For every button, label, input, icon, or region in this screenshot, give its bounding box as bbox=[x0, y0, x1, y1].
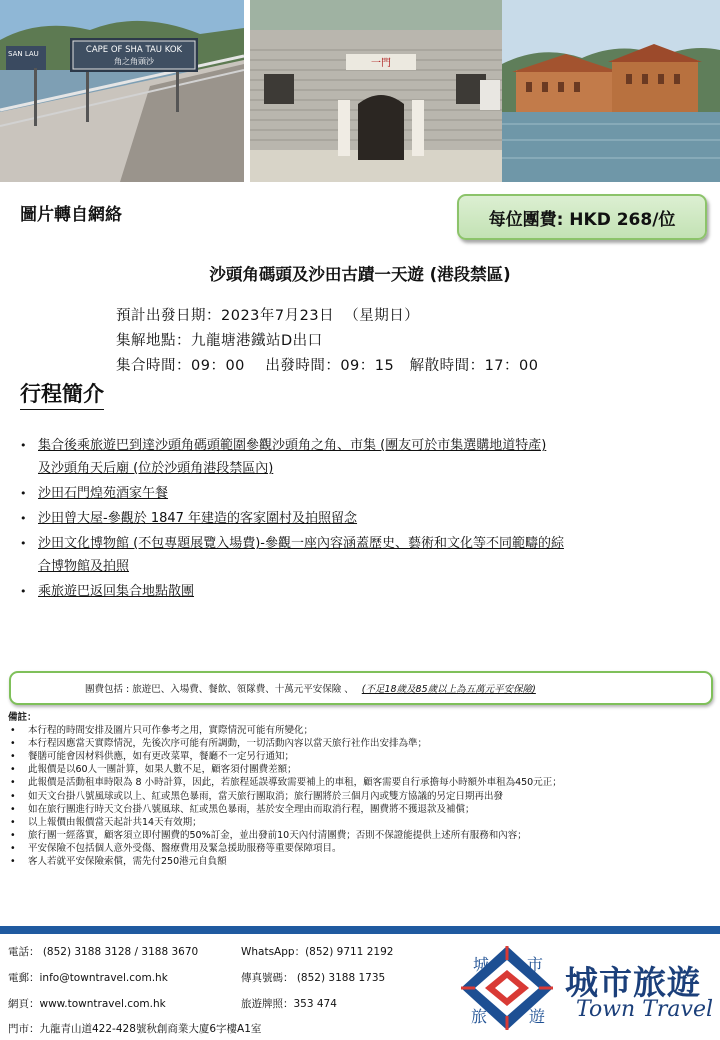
website-link[interactable]: 網頁：www.towntravel.com.hk bbox=[8, 998, 166, 1010]
remark-item: • 本行程的時間安排及圖片只可作參考之用，實際情況可能有所變化； bbox=[8, 724, 714, 737]
insurance-note: (不足18歲及85歲以上為五萬元平安保險) bbox=[361, 684, 536, 695]
remarks-section bbox=[8, 711, 714, 868]
logo-char-tl: 城 bbox=[473, 955, 490, 974]
itinerary-item bbox=[20, 532, 700, 578]
itinerary-item bbox=[20, 434, 700, 480]
whatsapp-text: WhatsApp：(852) 9711 2192 bbox=[241, 946, 394, 958]
sign-small-text: SAN LAU bbox=[8, 50, 39, 58]
logo-chinese-name: 城市旅遊 bbox=[565, 963, 701, 1002]
bullet-icon: • bbox=[20, 512, 27, 525]
remark-item: • 客人若就平安保險索償，需先付250港元自負額 bbox=[8, 855, 714, 868]
remark-item: • 旅行團一經落實，顧客須立即付團費的50%訂金，並出發前10天內付清團費；否則不保證能提供上述所有服務和內容； bbox=[8, 829, 714, 842]
itinerary-item-line: 沙田文化博物館 (不包專題展覽入場費)-參觀一座內容涵蓋歷史、藝術和文化等不同範疇的綜 bbox=[38, 536, 564, 551]
bullet-icon: • bbox=[20, 537, 27, 550]
remark-item: • 此報價是活動租車時限為 8 小時計算，因此，若旅程延誤導致需要補上的車租，顧客需要自行承擔每小時額外車租為450元正； bbox=[8, 776, 714, 789]
header-photos bbox=[0, 0, 720, 182]
image-credit: 圖片轉自網絡 bbox=[20, 205, 122, 225]
email-link[interactable]: 電郵：info@towntravel.com.hk bbox=[8, 972, 168, 984]
trip-title: 沙頭角碼頭及沙田古蹟一天遊 (港段禁區) bbox=[209, 265, 511, 284]
itinerary-list bbox=[20, 434, 700, 605]
fee-includes-text: 團費包括 : 旅遊巴、入場費、餐飲、領隊費、十萬元平安保險 、 bbox=[85, 684, 354, 695]
itinerary-heading: 行程簡介 bbox=[20, 378, 104, 410]
remark-item: • 餐膳可能會因材料供應，如有更改菜單，餐廳不一定另行通知； bbox=[8, 750, 714, 763]
photo-heritage-museum bbox=[502, 0, 720, 182]
price-badge: 每位團費: HKD 268/位 bbox=[457, 194, 707, 240]
remark-item: • 平安保險不包括個人意外受傷、醫療費用及緊急援助服務等重要保障項目。 bbox=[8, 842, 714, 855]
logo-char-br: 遊 bbox=[529, 1007, 546, 1026]
bullet-icon: • bbox=[20, 439, 27, 452]
address-text: 門市：九龍青山道422-428號秋創商業大廈6字樓A1室 bbox=[8, 1023, 262, 1035]
logo-char-tr: 市 bbox=[527, 955, 544, 974]
remarks-list bbox=[8, 724, 714, 868]
remark-item: • 此報價是以60人一團計算，如果人數不足，顧客須付團費差額； bbox=[8, 763, 714, 776]
remark-item: • 如天文台掛八號風球或以上、紅或黑色暴雨，當天旅行團取消；旅行團將於三個月內或雙方協議的另定日期再出發 bbox=[8, 790, 714, 803]
meeting-place: 集解地點：九龍塘港鐵站D出口 bbox=[116, 333, 323, 349]
schedule-times: 集合時間：09：00 出發時間：09：15 解散時間：17：00 bbox=[116, 358, 539, 374]
sign-village-text: 一門 bbox=[371, 58, 391, 69]
sign-main-cn-text: 角之角頭沙 bbox=[114, 57, 154, 66]
logo-english-name: Town Travel bbox=[576, 997, 713, 1022]
itinerary-item-line: 沙田曾大屋-參觀於 1847 年建造的客家圍村及拍照留念 bbox=[38, 511, 358, 526]
remark-item: • 本行程因應當天實際情況，先後次序可能有所調動，一切活動內容以當天旅行社作出安排為準； bbox=[8, 737, 714, 750]
fee-includes-box bbox=[9, 671, 713, 705]
bullet-icon: • bbox=[20, 487, 27, 500]
footer-divider bbox=[0, 926, 720, 934]
itinerary-item-line: 沙田石門煌苑酒家午餐 bbox=[38, 486, 169, 501]
remarks-title: 備註： bbox=[8, 712, 37, 723]
phone-text: 電話： (852) 3188 3128 / 3188 3670 bbox=[8, 946, 199, 958]
itinerary-item-line: 及沙頭角天后廟 (位於沙頭角港段禁區內) bbox=[38, 461, 274, 476]
logo-char-bl: 旅 bbox=[471, 1007, 488, 1026]
photo-hakka-village bbox=[250, 0, 502, 182]
departure-date: 預計出發日期：2023年7月23日 （星期日） bbox=[116, 308, 420, 324]
itinerary-item-line: 乘旅遊巴返回集合地點散團 bbox=[38, 584, 195, 599]
itinerary-item-line: 集合後乘旅遊巴到達沙頭角碼頭範圍參觀沙頭角之角、市集 (團友可於市集選購地道特產) bbox=[38, 438, 547, 453]
itinerary-item bbox=[20, 507, 700, 530]
license-text: 旅遊牌照：353 474 bbox=[241, 998, 337, 1010]
itinerary-item bbox=[20, 580, 700, 603]
bullet-icon: • bbox=[20, 585, 27, 598]
itinerary-item bbox=[20, 482, 700, 505]
remark-item: • 如在旅行團進行時天文台掛八號風球、紅或黑色暴雨，基於安全理由而取消行程，團費將不獲退款及補償； bbox=[8, 803, 714, 816]
fax-text: 傳真號碼： (852) 3188 1735 bbox=[241, 972, 386, 984]
itinerary-item-line: 合博物館及拍照 bbox=[38, 559, 130, 574]
remark-item: • 以上報價由報價當天起計共14天有效期； bbox=[8, 816, 714, 829]
photo-sha-tau-kok-pier bbox=[0, 0, 244, 182]
sign-main-text: CAPE OF SHA TAU KOK bbox=[85, 45, 183, 55]
